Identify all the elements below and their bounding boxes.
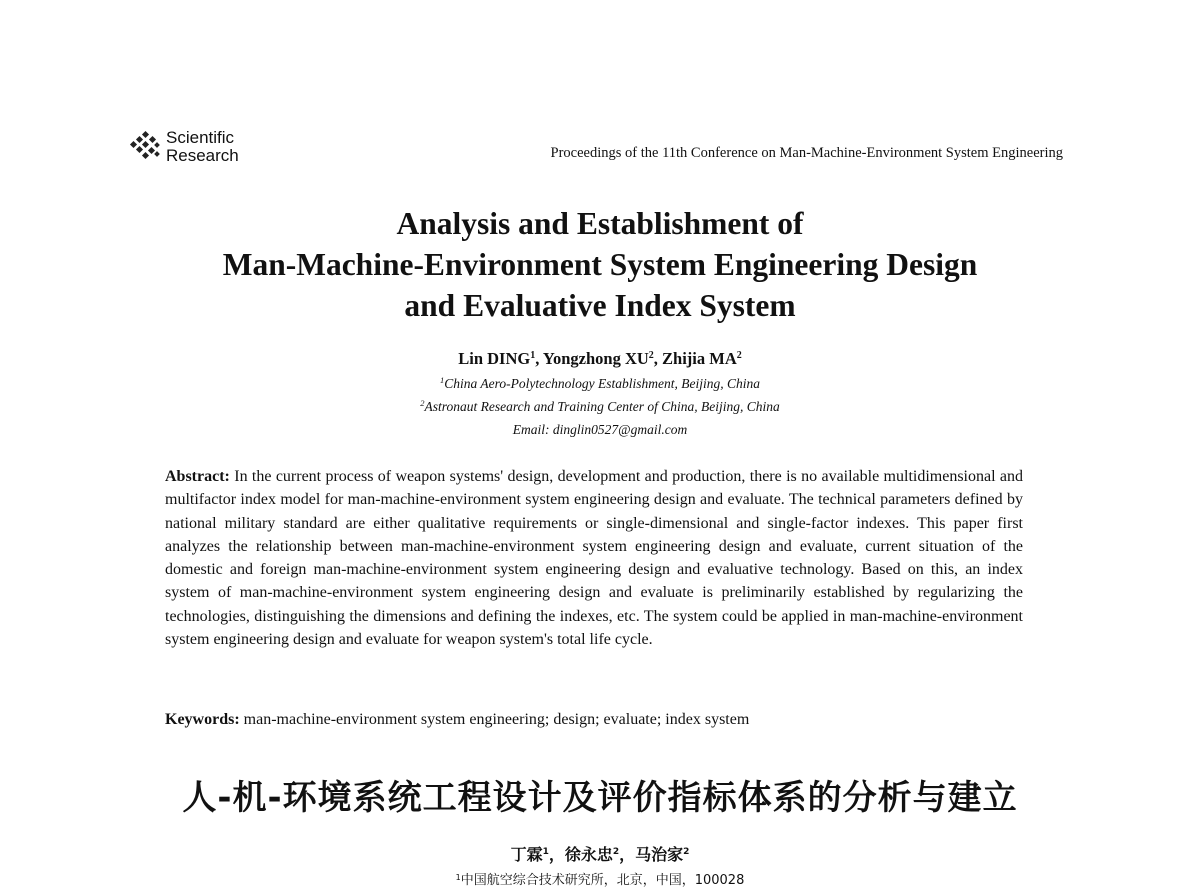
title-line-2: Man-Machine-Environment System Engineering Design — [222, 247, 978, 282]
logo-wordmark — [166, 129, 239, 165]
chinese-title: 人-机-环境系统工程设计及评价指标体系的分析与建立 — [182, 778, 1018, 818]
author-separator: ， — [548, 845, 565, 864]
keywords — [165, 711, 749, 729]
author-separator: , — [653, 349, 663, 368]
affiliation-1 — [0, 375, 1200, 392]
abstract-text: In the current process of weapon systems' design, development and production, there is no available multidimensional and multifactor index model for man-machine-environment system engineering design and evaluate. The technical parameters defined by national military standard are either qualitative requirements or single-dimensional and single-factor indexes. This paper first analyzes the relationship between man-machine-environment system engineering design and evaluate, current situation of the domestic and foreign man-machine-environment system engineering design and evaluative technology. Based on this, an index system of man-machine-environment system engineering design and evaluate is preliminarily established by regularizing the technologies, distinguishing the dimensions and defining the indexes, etc. The system could be applied in man-machine-environment system engineering design and evaluate for weapon system's total life cycle. — [165, 468, 1024, 649]
author-affil-mark: 2 — [683, 847, 690, 857]
chinese-affiliation — [0, 869, 1200, 888]
keywords-label: Keywords: — [165, 711, 240, 728]
author-separator: ， — [619, 845, 636, 864]
author-name: Zhijia MA — [662, 349, 737, 368]
title-line-3: and Evaluative Index System — [404, 288, 796, 323]
logo-line-2: Research — [166, 146, 239, 165]
author-affil-mark: 2 — [648, 350, 654, 361]
affiliation-mark: 1 — [455, 873, 461, 882]
chinese-author-list — [0, 842, 1200, 865]
affiliation-2 — [0, 398, 1200, 415]
author-affil-mark: 1 — [542, 847, 549, 857]
author-name: Lin DING — [458, 349, 531, 368]
affiliation-text: Astronaut Research and Training Center of China, Beijing, China — [424, 399, 780, 414]
keywords-text: man-machine-environment system engineering; design; evaluate; index system — [243, 711, 750, 728]
author-name: 徐永忠 — [564, 845, 613, 864]
logo-line-1: Scientific — [166, 128, 235, 147]
abstract-label: Abstract: — [165, 468, 230, 485]
author-name: 丁霖 — [510, 845, 543, 864]
author-affil-mark: 2 — [736, 350, 742, 361]
author-affil-mark: 1 — [530, 350, 536, 361]
affiliation-text: 中国航空综合技术研究所，北京，中国，100028 — [460, 873, 745, 888]
affiliation-text: China Aero-Polytechnology Establishment, Beijing, China — [444, 376, 760, 391]
running-head: Proceedings of the 11th Conference on Man-Machine-Environment System Engineering — [550, 145, 1063, 161]
title-line-1: Analysis and Establishment of — [396, 206, 804, 241]
affiliation-mark: 2 — [420, 398, 425, 408]
author-name: Yongzhong XU — [542, 349, 649, 368]
paper-title — [0, 203, 1200, 326]
scientific-research-logo-icon — [128, 130, 162, 164]
publisher-logo — [128, 129, 239, 165]
author-name: 马治家 — [635, 845, 684, 864]
author-separator: , — [535, 349, 543, 368]
affiliation-mark: 1 — [440, 375, 445, 385]
author-email: Email: dinglin0527@gmail.com — [512, 422, 688, 437]
abstract — [165, 465, 1023, 651]
author-affil-mark: 2 — [612, 847, 620, 857]
author-list — [0, 349, 1200, 369]
